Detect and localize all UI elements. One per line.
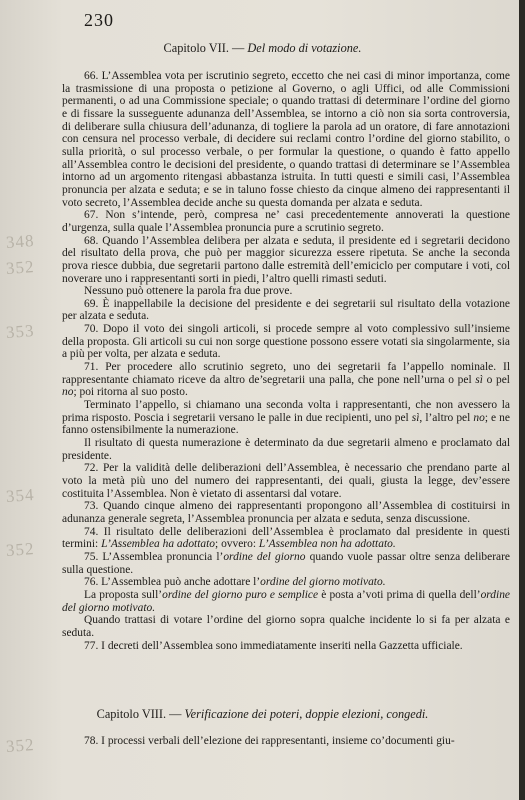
paragraph: 69. È inappellabile la decisione del presidente e dei segretarii sul risultato della votazione per alzata e seduta. [62,297,510,323]
paragraph: 68. Quando l’Assemblea delibera per alzata e seduta, il presidente ed i segretarii decidono del risultato della prova, che può per maggior sicurezza essere ripetuta. Se anche la seconda prova riesce dubbia, due segretarii partono dalle estremità dell’emiciclo per computare i voti, col noverare uno i rappresentanti sorti in piedi, l’altro quelli rimasti seduti. [62,234,510,285]
paragraph: 71. Per procedere allo scrutinio segreto, uno dei segretarii fa l’appello nominale. Il rappresentante chiamato riceve da altro de’segretarii una palla, che pone nell’urna o pel sì o pel no; poi ritorna al suo posto. [62,361,510,399]
pencil-margin-note: 352 [5,257,36,278]
paragraph: 74. Il risultato delle deliberazioni dell’Assemblea è proclamato dal presidente in questi termini: L’Assemblea ha adottato; ovvero: L’Assemblea non ha adottato. [62,525,510,551]
paragraph: Terminato l’appello, si chiamano una seconda volta i rappresentanti, che non avessero la prima risposto. Poscia i segretarii versano le palle in due recipienti, uno pel sì, l’altro pel no; e ne fanno ostensibilmente la numerazione. [62,399,510,437]
paragraph: 78. I processi verbali dell’elezione dei rappresentanti, insieme co’documenti giu- [84,735,455,747]
chapter-8-label: Capitolo VIII. — [96,707,182,721]
chapter-7-body [62,70,510,652]
chapter-8-title: Verificazione dei poteri, doppie elezioni, congedi. [184,707,429,721]
paragraph: Nessuno può ottenere la parola fra due prove. [84,285,293,298]
chapter-8-heading [0,707,525,722]
paragraph: 76. L’Assemblea può anche adottare l’ordine del giorno motivato. [84,576,386,589]
paragraph: 66. L’Assemblea vota per iscrutinio segreto, eccetto che nei casi di minor importanza, come la trasmissione di una proposta o petizione al Governo, o agli Uffici, od alle Commissioni permanenti, o ad una Commissione speciale; o quando trattasi di determinare l’ordine del giorno e di fissare la susseguente adunanza dell’Assemblea, se intorno a ciò non sia sorta controversia, di deliberare sulla chiusura dell’adunanza, di togliere la parola ad un oratore, di fare annotazioni con censura nel processo verbale, di decidere sui reclami contro l’ordine del giorno stabilito, o sulla priorità, o sul processo verbale, o per formular la questione, o quando è fatto appello all’Assemblea contro le decisioni del presidente, o quando trattasi di determinare se l’Assemblea intorno ad un argomento ritengasi abbastanza istruita. In tutti questi e simili casi, l’Assemblea pronuncia per alzata e seduta; e se in taluno fosse chiesto da cinque almeno dei rappresentanti il voto secreto, l’Assemblea decide anche su questa domanda per alzata e seduta. [62,70,510,209]
paragraph: Quando trattasi di votare l’ordine del giorno sopra qualche incidente lo si fa per alzata e seduta. [62,614,510,639]
page-number: 230 [84,10,114,30]
chapter-7-title: Del modo di votazione. [247,41,362,55]
paragraph: 72. Per la validità delle deliberazioni dell’Assemblea, è necessario che prendano parte al voto la metà più uno del numero dei rappresentanti, dei quali, giusta la legge, dev’essere costituita l’Assemblea. Non è vietato di assentarsi dal votare. [62,462,510,500]
paragraph: 73. Quando cinque almeno dei rappresentanti propongono all’Assemblea di costituirsi in adunanza generale segreta, l’Assemblea pronuncia per alzata e seduta, senza discussione. [62,500,510,525]
chapter-7-heading [0,41,525,56]
page-spine-shadow [519,0,525,800]
chapter-8-body [62,735,510,748]
chapter-7-label: Capitolo VII. — [163,41,245,55]
pencil-margin-note: 348 [5,231,36,252]
pencil-margin-note: 354 [5,485,36,506]
pencil-margin-note: 353 [5,321,36,342]
paragraph: 70. Dopo il voto dei singoli articoli, si procede sempre al voto complessivo sull’insieme della proposta. Gli articoli su cui non sorge questione possono essere votati sia singolarmente, sia a più per volta, per alzata e seduta. [62,323,510,361]
paragraph: 77. I decreti dell’Assemblea sono immediatamente inseriti nella Gazzetta ufficiale. [84,639,463,652]
pencil-margin-note: 352 [5,539,36,560]
pencil-margin-note: 352 [5,735,36,756]
paragraph: 75. L’Assemblea pronuncia l’ordine del giorno quando vuole passar oltre senza deliberare sulla questione. [62,550,510,576]
paragraph: La proposta sull’ordine del giorno puro e semplice è posta a’voti prima di quella dell’ordine del giorno motivato. [62,588,510,614]
paragraph: Il risultato di questa numerazione è determinato da due segretarii almeno e proclamato dal presidente. [62,437,510,462]
paragraph: 67. Non s’intende, però, compresa ne’ casi precedentemente annoverati la questione d’urgenza, sulla quale l’Assemblea pronuncia pure a scrutinio segreto. [62,209,510,234]
